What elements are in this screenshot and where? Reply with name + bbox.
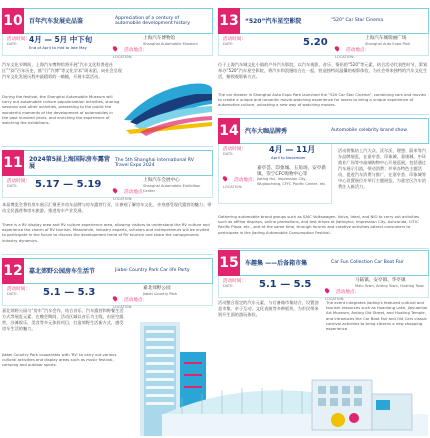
section-13-body-en: The car theater in Shanghai Auto Expo Park launched the "520 Car Star Cinema", combining cars and movies to create a unique and romantic movie-watching experience for lovers to bring a unique experience of automotive culture, unlocking a new way of watching movies. <box>218 92 427 108</box>
location-label: 活动地点： <box>124 48 148 53</box>
section-15-location-en: Malu Town, Anting Town, Huating Town <box>355 283 425 288</box>
section-13-title-en: "520" Car Star Cinema <box>331 18 384 24</box>
section-10-location-en: Shanghai Automobile Museum <box>143 41 198 46</box>
location-label: 活动地点： <box>124 298 148 303</box>
section-10-location: 上海汽车博物馆 <box>143 36 176 41</box>
section-10-date: 4月 — 5月 中下旬 <box>29 35 93 44</box>
section-11-info <box>2 176 213 201</box>
section-12-number: 12 <box>2 258 24 284</box>
date-label-en: DATE: <box>7 292 18 296</box>
section-15-body-en: The event integrates Jiading's featured cultural and tourism resources such as Huanlong Lake, Jiayuanhai Art Museum, Anting Old Street, and Huating Temple, and introduces the Car Boot Fair and Old Cars classic carnival activities to bring citizens a new shopping experience. <box>326 300 428 332</box>
date-label: 活动时间： <box>223 147 246 152</box>
section-14-header <box>218 118 429 144</box>
section-12-location-en: Jiabei Country Park <box>143 291 178 296</box>
right-column <box>218 0 429 438</box>
location-pin-icon <box>112 295 118 301</box>
section-14-body-en: Gathering automobile brand groups such as SAIC Volkswagen, Volvo, Ideal, and NIO to carry out activities such as offline displays, online promotions, and test drives at Jiatinghui, Impression City, Ashcanda, CITIC Pacific Plaza, etc., and at the same time, through forums and creative activities attract consumers to participate in the Jiading Automobile Consumption Festival. <box>218 214 420 235</box>
location-label-en: LOCATION: <box>325 297 345 301</box>
section-12-info <box>2 284 213 309</box>
location-label: 活动地点： <box>346 48 370 53</box>
section-14-number: 14 <box>218 118 240 144</box>
section-10-body-zh: 汽车文化节期间，上海汽车博物馆将开展“汽车文化科普进社区”“阅”百年历史，推“行”汽博”等文化学术“周末团，向社会呈现汽车文化发展历程中最精彩的一帧帧，开展丰富活动。 <box>2 62 122 79</box>
section-10-body-en: During the festival, the Shanghai Automobile Museum will carry out automobile culture popularization activities, sharing sessions and other activities, presenting to the public the wonderful moments of the development of automobiles in the past hundred years, and enriching the experience of watching the exhibitions. <box>2 94 120 126</box>
section-13-info <box>218 34 429 59</box>
section-11-date: 5.17 — 5.19 <box>35 179 102 190</box>
location-pin-icon <box>112 45 118 51</box>
location-pin-icon <box>324 287 330 293</box>
section-10-date-en: End of April to mid to late May <box>29 45 87 50</box>
location-pin-icon <box>334 45 340 51</box>
section-11-body-en: There is a RV display area and RV culture experience area, allowing visitors to understand the RV culture and experience the charm of RV tourism. Meanwhile, industry experts, scholars and entrepreneurs will be invited to participate in the forum to discuss the development trend of RV tourism and share the campgrounds industry dynamics. <box>2 222 210 243</box>
section-14-title-zh: 汽车大咖品牌秀 <box>245 127 288 135</box>
date-label: 活动时间： <box>7 179 30 184</box>
section-10 <box>2 8 213 126</box>
section-12-title-zh: 嘉北郊野公园房车生活节 <box>29 267 96 275</box>
section-12 <box>2 258 213 368</box>
section-13-title-zh: “520”汽车星空影院 <box>245 17 302 25</box>
section-13-body-zh: 位于上海汽车城文化小镇的户外汽车影院，以汽车观影，音乐、情侣的“520”等元素，结合活动代表性时节，策划举办“520”汽车星空影院，将汽车和浪漫结合在一起，营造独特而温馨的观影体验，为社会带来独特的汽车文化生活，解锁观影新方式。 <box>218 62 428 79</box>
section-10-title-zh: 百年汽车发展史品鉴 <box>29 17 84 25</box>
section-11-title-en: The 5th Shanghai International RV Travel Expo 2024 <box>115 157 194 168</box>
section-12-body-en: Jiabei Country Park cooperates with 'RV' to carry out various cultural activities and display areas such as music festival, camping and outdoor sports. <box>2 352 117 368</box>
left-column <box>2 0 213 438</box>
section-13-date: 5.20 <box>303 37 328 48</box>
section-13-location: 上海汽车城瑞丽广场 <box>365 36 407 41</box>
divider <box>2 146 213 147</box>
section-12-date: 5.1 — 5.3 <box>43 287 96 298</box>
section-14-date: 4月 — 11月 <box>269 145 316 154</box>
divider <box>2 254 213 255</box>
date-label-en: DATE: <box>223 284 234 288</box>
section-14-info <box>218 144 332 204</box>
section-11-location: 上海汽车会展中心 <box>143 178 180 183</box>
section-15-title-zh: 车趣集 ——后备箱市集 <box>245 259 308 267</box>
location-label: 活动地点： <box>336 290 360 295</box>
section-14-location: 嘉亭荟、印象城、五角场、安亭新镇、崇宁CFC购物中心等 <box>257 166 326 177</box>
section-13-number: 13 <box>218 8 240 34</box>
section-12-body-zh: 嘉北郊野公园与“房车”汽车会作，结合音乐、汽车露营和野餐生活方式等展览元素，在晚会期间，活动区域以音乐为主线，由星空露营，沙滩娱乐，美食等多元体验项目，打造郊野生活新方式，感受房车生活的魅力。 <box>2 308 124 331</box>
section-15-title-en: Car Fun Collection Car Boot Fair <box>331 260 404 266</box>
section-11-number: 11 <box>2 150 24 176</box>
date-label: 活动时间： <box>223 37 246 42</box>
location-label-en: LOCATION: <box>113 55 133 59</box>
museum-building-illustration <box>120 60 213 138</box>
section-11-location-en: Shanghai Automobile Exhibition Center <box>143 183 201 193</box>
location-pin-icon <box>222 175 228 181</box>
section-14-title-en: Automobile celebrity brand show <box>331 128 408 134</box>
location-label: 活动地点： <box>124 190 148 195</box>
date-label-en: DATE: <box>223 152 234 156</box>
section-10-info <box>2 34 213 59</box>
section-11 <box>2 150 213 243</box>
location-label-en: LOCATION: <box>113 305 133 309</box>
section-13-location-en: Shanghai Auto Expo Park <box>365 41 411 46</box>
section-15 <box>218 250 429 332</box>
section-11-header <box>2 150 213 176</box>
location-label-en: LOCATION: <box>113 197 133 201</box>
location-label-en: LOCATION: <box>223 185 243 189</box>
section-13 <box>218 8 429 108</box>
divider <box>218 114 429 115</box>
section-10-title-en: Appreciation of a century of automobile development history <box>115 15 190 26</box>
section-10-header <box>2 8 213 34</box>
section-15-info <box>218 276 429 301</box>
section-13-header <box>218 8 429 34</box>
section-11-body-zh: 本届博览会将有房车展示汇聚更多房车品牌与房车露营行业，让参观了解房车文化、亲身感受现代露营的魅力；带动全民露营和房车旅游，推进房车产业发展。 <box>2 202 212 213</box>
section-14-location-en: Jiating Hui, Impression City, Wujiaochang, CFFC Pacific Center, etc. <box>257 177 327 186</box>
section-12-location: 嘉北郊野公园 <box>143 286 171 291</box>
date-label: 活动时间： <box>7 287 30 292</box>
location-label-en: LOCATION: <box>335 55 355 59</box>
section-15-number: 15 <box>218 250 240 276</box>
location-label: 活动地点： <box>234 178 258 183</box>
date-label: 活动时间： <box>7 37 30 42</box>
date-label-en: DATE: <box>7 42 18 46</box>
location-pin-icon <box>112 187 118 193</box>
section-14-body-zh: 活动将集结上汽大众、沃尔沃、理想、蔚来等汽车品牌展览，在嘉亭荟、印象城、嘉康城、中环商业广场等中高端购物中心开展巡展，包括通过汽车展示引流，带动消费；并举办特色主题活动，促进汽车消费与推广，在嘉亭荟、印象城等中心设置展位并举行主题展览，为嘉定区汽车消费注入新活力。 <box>338 148 426 189</box>
section-14 <box>218 118 429 235</box>
date-label-en: DATE: <box>223 42 234 46</box>
section-10-number: 10 <box>2 8 24 34</box>
section-11-title-zh: 2024第5届上海国际房车露营展 <box>29 156 110 170</box>
date-label: 活动时间： <box>223 279 246 284</box>
section-15-header <box>218 250 429 276</box>
building-complex-illustration <box>162 374 428 436</box>
section-14-date-en: April to November <box>271 155 306 160</box>
section-12-header <box>2 258 213 284</box>
divider <box>218 248 429 249</box>
date-label-en: DATE: <box>7 184 18 188</box>
section-15-date: 5.1 — 5.5 <box>259 279 312 290</box>
section-15-location: 马陆镇、安亭镇、华亭镇 <box>355 278 406 283</box>
section-15-body-zh: 活动整合嘉定的汽车元素，与后备箱市集结合，设置创意市集、亲子互动、文化表演等多种板块，为市民带来别开生面的游玩体验。 <box>218 300 319 317</box>
section-12-title-en: Jiabei Country Park Car life Party <box>115 268 190 274</box>
